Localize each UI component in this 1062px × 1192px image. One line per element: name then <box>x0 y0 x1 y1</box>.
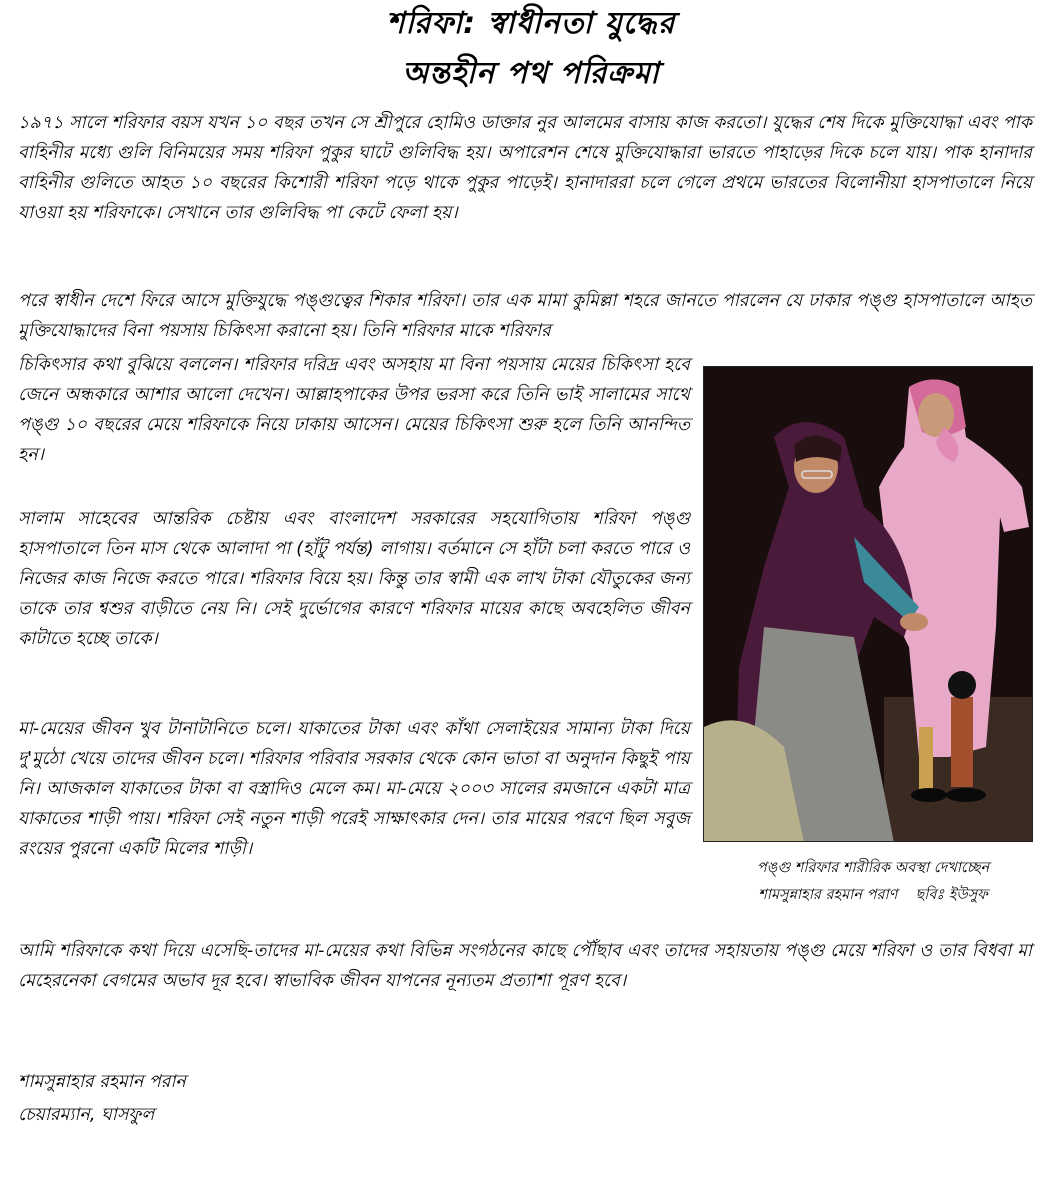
photo-illustration <box>704 367 1033 842</box>
paragraph-5: আমি শরিফাকে কথা দিয়ে এসেছি-তাদের মা-মেয়ের কথা বিভিন্ন সংগঠনের কাছে পৌঁছাব এবং তাদের সহায়তায় পঙ্গু মেয়ে শরিফা ও তার বিধবা মা মেহেরনেকা বেগমের অভাব দূর হবে। স্বাভাবিক জীবন যাপনের নূন্যতম প্রত্যাশা পূরণ হবে। <box>18 941 1032 991</box>
paragraph-3: সালাম সাহেবের আন্তরিক চেষ্টায় এবং বাংলাদেশ সরকারের সহযোগিতায় শরিফা পঙ্গু হাসপাতালে তিন মাস থেকে আলাদা পা (হাঁটু পর্যন্ত) লাগায়। বর্তমানে সে হাঁটা চলা করতে পারে ও নিজের কাজ নিজে করতে পারে। শরিফার বিয়ে হয়। কিন্তু তার স্বামী এক লাখ টাকা যৌতুকের জন্য তাকে তার শ্বশুর বাড়ীতে নেয় নি। সেই দুর্ভোগের কারণে শরিফার মায়ের কাছে অবহেলিত জীবন কাটাতে হচ্ছে তাকে। <box>18 509 690 649</box>
paragraph-2-continued: চিকিৎসার কথা বুঝিয়ে বললেন। শরিফার দরিদ্র এবং অসহায় মা বিনা পয়সায় মেয়ের চিকিৎসা হবে জেনে অন্ধকারে আশার আলো দেখেন। আল্লাহপাকের উপর ভরসা করে তিনি ভাই সালামের সাথে পঙ্গু ১০ বছরের মেয়ে শরিফাকে নিয়ে ঢাকায় আসেন। মেয়ের চিকিৎসা শুরু হলে তিনি আনন্দিত হন। <box>18 355 690 465</box>
photo-credit: ছবিঃ ইউসুফ <box>915 887 988 903</box>
photo <box>703 366 1033 842</box>
photo-caption-line-2 <box>703 883 1043 907</box>
page-title-line-2: অন্তহীন পথ পরিক্রমা <box>402 56 660 91</box>
paragraph-1: ১৯৭১ সালে শরিফার বয়স যখন ১০ বছর তখন সে শ্রীপুরে হোমিও ডাক্তার নুর আলমের বাসায় কাজ করতো। যুদ্ধের শেষ দিকে মুক্তিযোদ্ধা এবং পাক বাহিনীর মধ্যে গুলি বিনিময়ের সময় শরিফা পুকুর ঘাটে গুলিবিদ্ধ হয়। অপারেশন শেষে মুক্তিযোদ্ধারা ভারতে পাহাড়ের দিকে চলে যায়। পাক হানাদার বাহিনীর গুলিতে আহত ১০ বছরের কিশোরী শরিফা পড়ে থাকে পুকুর পাড়েই। হানাদাররা চলে গেলে প্রথমে ভারতের বিলোনীয়া হাসপাতালে নিয়ে যাওয়া হয় শরিফাকে। সেখানে তার গুলিবিদ্ধ পা কেটে ফেলা হয়। <box>18 113 1032 223</box>
page-title-line-1: শরিফা: স্বাধীনতা যুদ্ধের <box>386 6 676 41</box>
photo-caption-name: শামসুন্নাহার রহমান পরাণ <box>758 887 898 903</box>
paragraph-2-top: পরে স্বাধীন দেশে ফিরে আসে মুক্তিযুদ্ধে পঙ্গুত্বের শিকার শরিফা। তার এক মামা কুমিল্লা শহরে জানতে পারলেন যে ঢাকার পঙ্গু হাসপাতালে আহত মুক্তিযোদ্ধাদের বিনা পয়সায় চিকিৎসা করানো হয়। তিনি শরিফার মাকে শরিফার <box>18 291 1032 341</box>
paragraph-4: মা-মেয়ের জীবন খুব টানাটানিতে চলে। যাকাতের টাকা এবং কাঁথা সেলাইয়ের সামান্য টাকা দিয়ে দু'মুঠো খেয়ে তাদের জীবন চলে। শরিফার পরিবার সরকার থেকে কোন ভাতা বা অনুদান কিছুই পায় নি। আজকাল যাকাতের টাকা বা বস্ত্রাদিও মেলে কম। মা-মেয়ে ২০০৩ সালের রমজানে একটা মাত্র যাকাতের শাড়ী পায়। শরিফা সেই নতুন শাড়ী পরেই সাক্ষাৎকার দেন। তার মায়ের পরণে ছিল সবুজ রংয়ের পুরনো একটি মিলের শাড়ী। <box>18 719 690 859</box>
photo-caption-line-1: পঙ্গু শরিফার শারীরিক অবস্থা দেখাচ্ছেন <box>756 860 990 876</box>
signature-name: শামসুন্নাহার রহমান পরান <box>18 1072 186 1092</box>
signature-title: চেয়ারম্যান, ঘাসফুল <box>18 1105 155 1125</box>
